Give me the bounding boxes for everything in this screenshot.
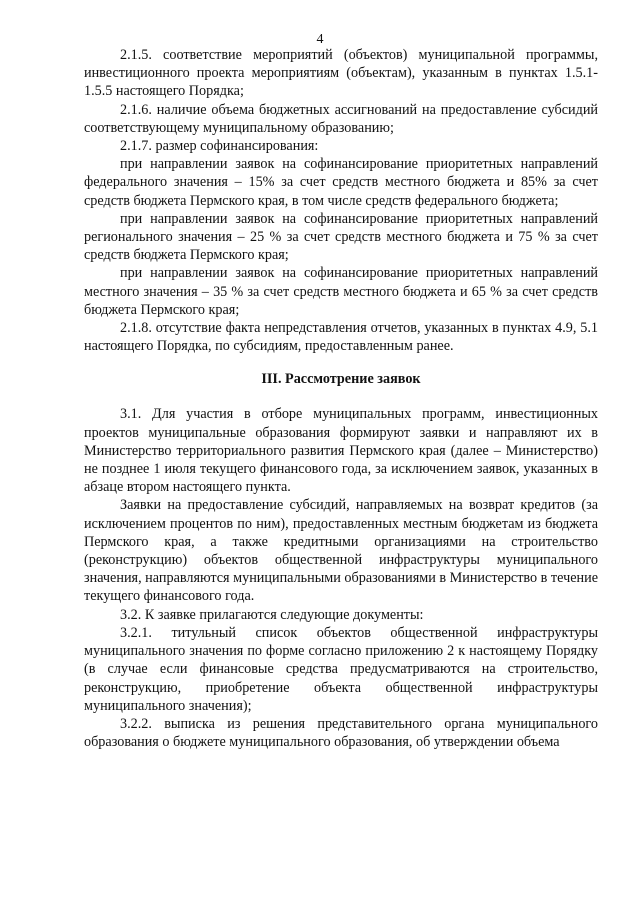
clause-2-1-8: 2.1.8. отсутствие факта непредставления отчетов, указанных в пунктах 4.9, 5.1 настоящего Порядка, по субсидиям, предоставленным ранее. [84,320,598,355]
section-heading: III. Рассмотрение заявок [261,371,421,388]
document-body [84,46,598,751]
clause-3-2: 3.2. К заявке прилагаются следующие документы: [120,606,424,623]
clause-2-1-7-federal: при направлении заявок на софинансирование приоритетных направлений федерального значения – 15% за счет средств местного бюджета и 85% за счет средств бюджета Пермского края, в том числе средств федерального бюджета; [84,156,598,209]
clause-2-1-7: 2.1.7. размер софинансирования: [120,138,319,155]
page-number: 4 [316,32,324,47]
clause-3-1-paragraph-2: Заявки на предоставление субсидий, направляемых на возврат кредитов (за исключением процентов по ним), предоставленных местным бюджетам из бюджета Пермского края, а также кредитными организациями на строительство (реконструкцию) объектов общественной инфраструктуры муниципального значения, направляются муниципальными образованиями в Министерство в течение текущего финансового года. [84,497,598,605]
clause-2-1-7-regional: при направлении заявок на софинансирование приоритетных направлений регионального значения – 25 % за счет средств местного бюджета и 75 % за счет средств бюджета Пермского края; [84,210,598,264]
clause-3-2-1: 3.2.1. титульный список объектов общественной инфраструктуры муниципального значения по форме согласно приложению 2 к настоящему Порядку (в случае если финансовые средства предусматриваются на строительство, реконструкцию, приобретение объекта общественной инфраструктуры муниципального значения); [84,624,598,714]
clause-2-1-7-local: при направлении заявок на софинансирование приоритетных направлений местного значения – 35 % за счет средств местного бюджета и 65 % за счет средств бюджета Пермского края; [84,265,598,318]
clause-2-1-6: 2.1.6. наличие объема бюджетных ассигнований на предоставление субсидий соответствующему муниципальному образованию; [84,101,598,136]
clause-3-2-2: 3.2.2. выписка из решения представительного органа муниципального образования о бюджете муниципального образования, об утверждении объема [84,715,598,751]
clause-2-1-5: 2.1.5. соответствие мероприятий (объектов) муниципальной программы, инвестиционного проекта мероприятиям (объектам), указанным в пунктах 1.5.1-1.5.5 настоящего Порядка; [84,47,598,100]
clause-3-1: 3.1. Для участия в отборе муниципальных программ, инвестиционных проектов муниципальные образования формируют заявки и направляют их в Министерство территориального развития Пермского края (далее – Министерство) не позднее 1 июля текущего финансового года, за исключением заявок, указанных в абзаце втором настоящего пункта. [84,406,598,496]
